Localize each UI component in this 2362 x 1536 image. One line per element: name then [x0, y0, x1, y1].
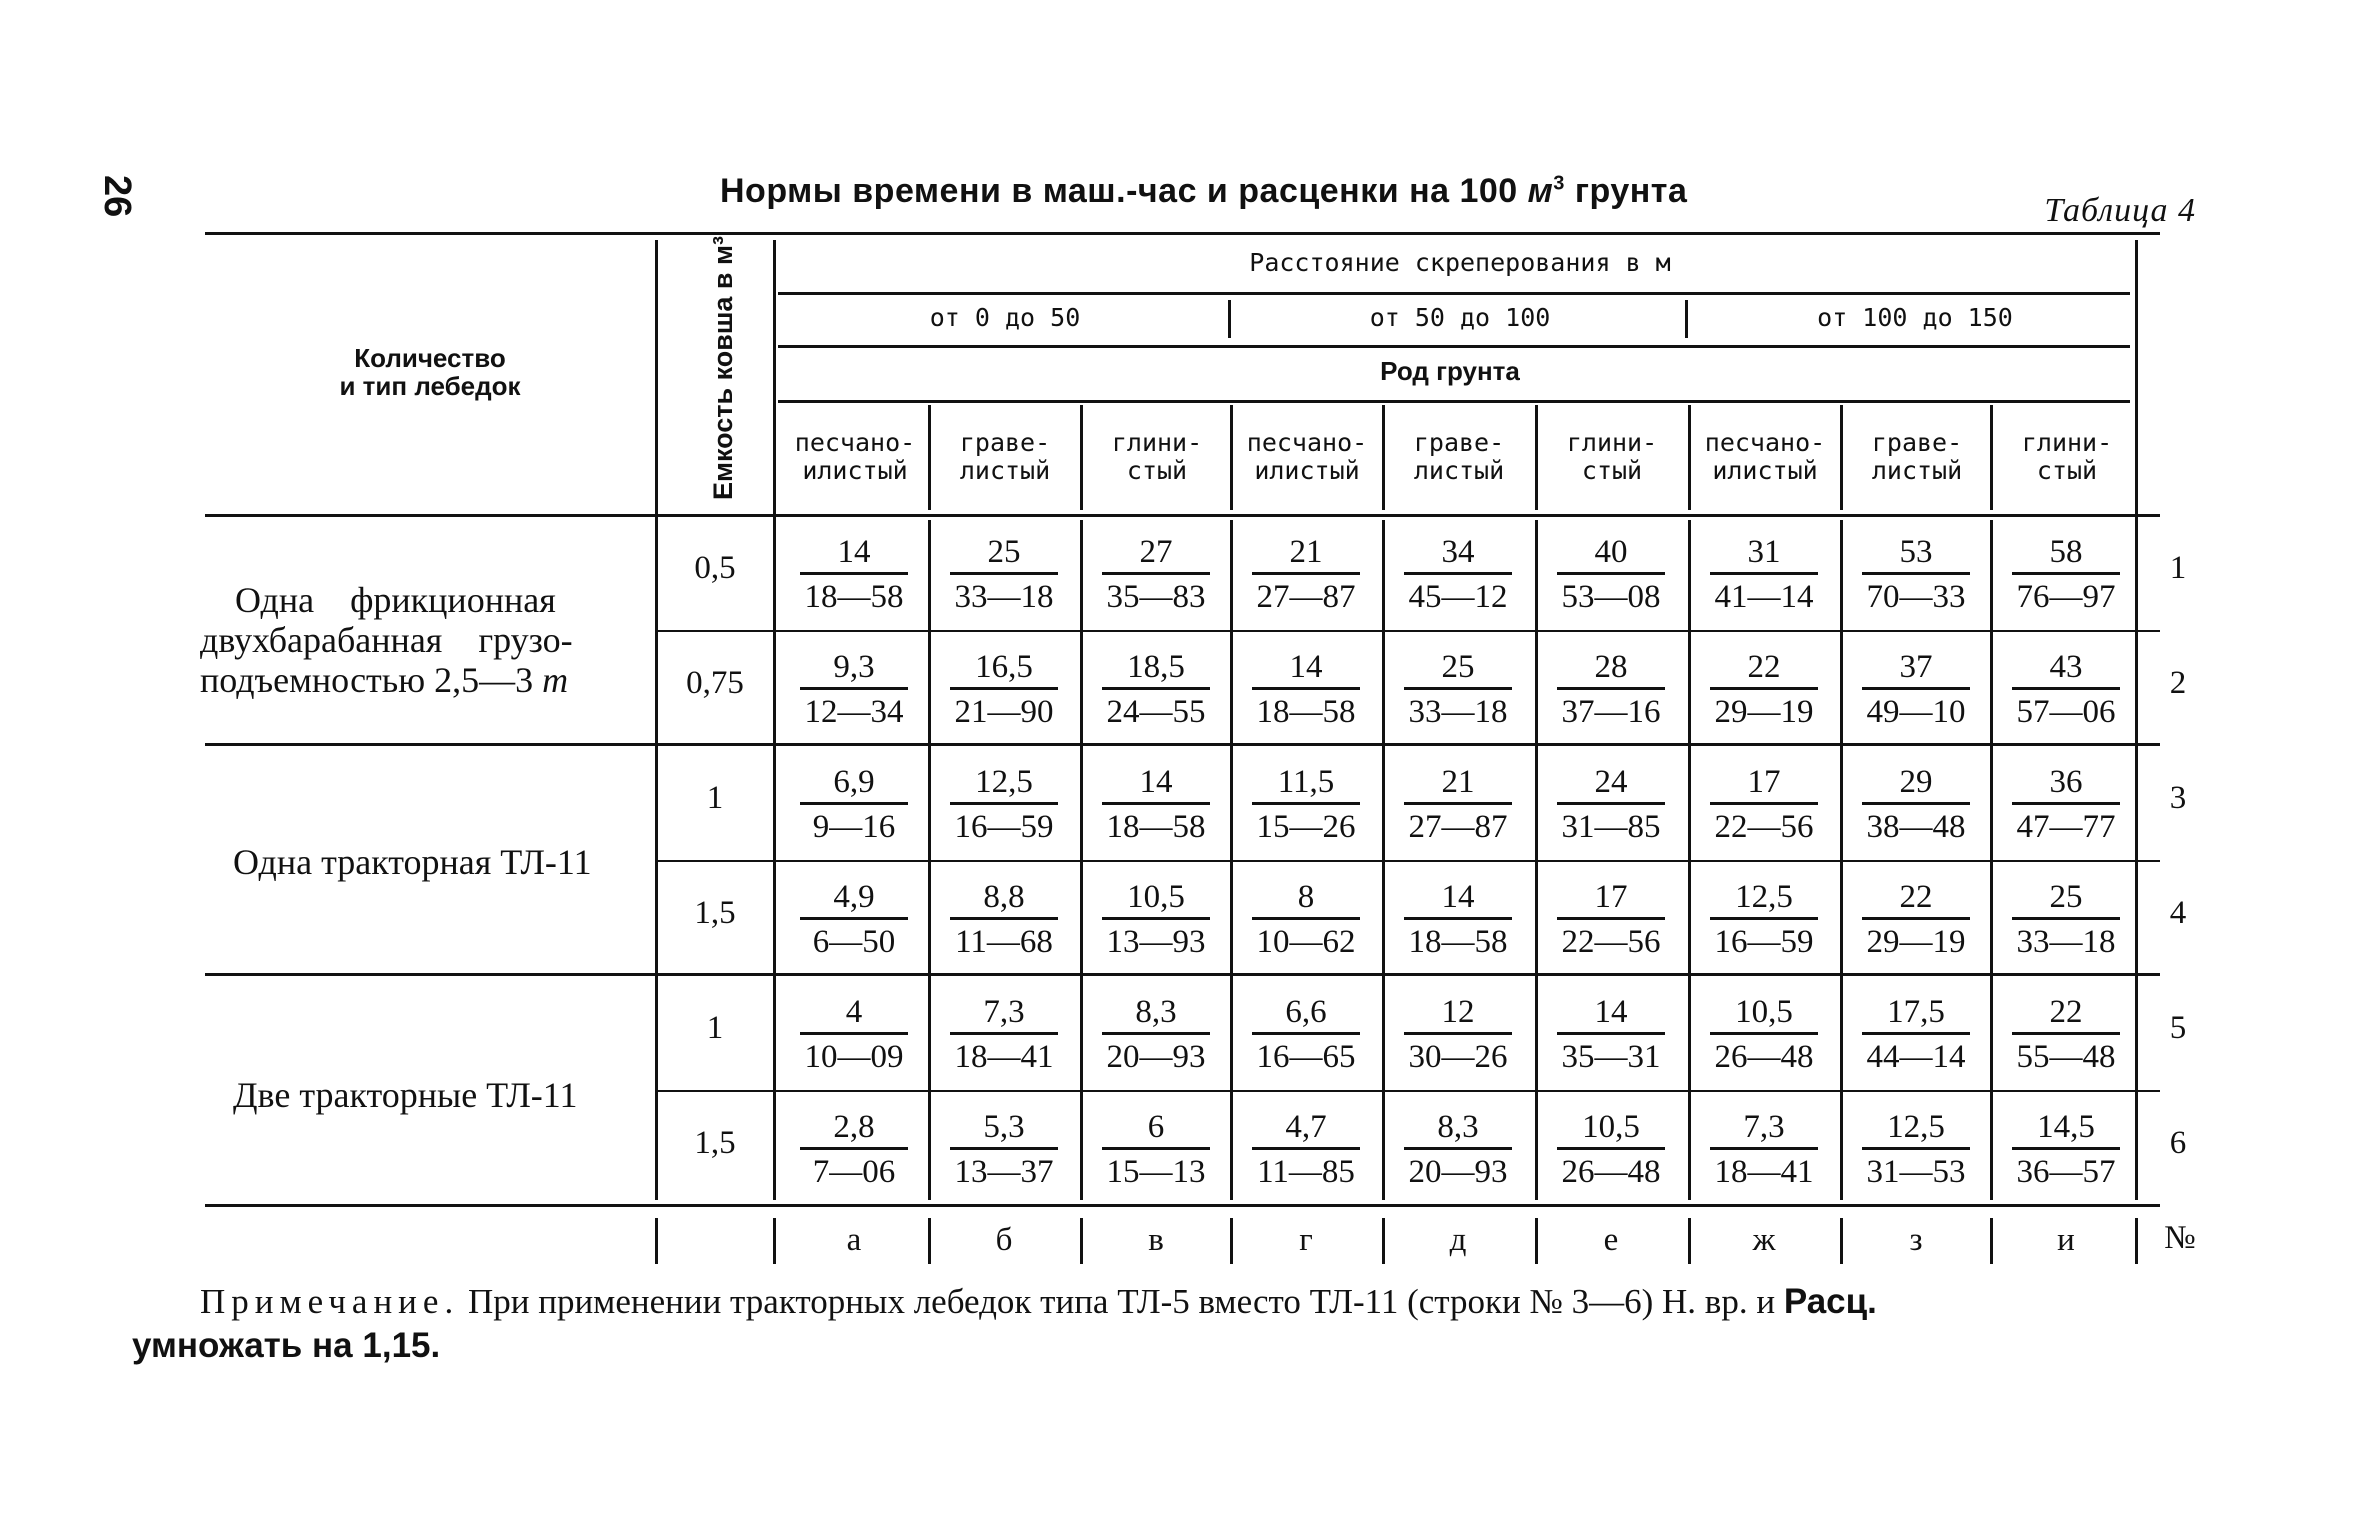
time-norm: 21: [1441, 764, 1475, 800]
data-col-sep-4: [1382, 520, 1385, 1200]
norm-cell: [1688, 877, 1840, 962]
row-number-3: 3: [2169, 780, 2187, 816]
soil-type-3-line-1: глини-: [1111, 428, 1203, 457]
rate-value: 18—41: [1710, 1147, 1818, 1192]
range-header-2: от 50 до 100: [1369, 303, 1551, 332]
time-norm: 12,5: [975, 764, 1033, 800]
rate-value: 44—14: [1862, 1032, 1970, 1077]
time-norm: 10,5: [1127, 879, 1185, 915]
norm-cell: [928, 1107, 1080, 1192]
rate-value: 76—97: [2012, 572, 2120, 617]
soil-rule: [778, 400, 2130, 403]
data-col-sep-8: [1990, 520, 1993, 1200]
soil-type-6-line-1: глини-: [1566, 428, 1658, 457]
soil-kind-header: Род грунта: [1380, 356, 1520, 386]
table-label: Таблица 4: [2044, 192, 2196, 229]
time-norm: 22: [1899, 879, 1933, 915]
rate-value: 33—18: [2012, 917, 2120, 962]
title-unit: м: [1527, 172, 1554, 210]
norm-cell: [1080, 1107, 1232, 1192]
time-norm: 10,5: [1582, 1109, 1640, 1145]
time-norm: 8,8: [983, 879, 1025, 915]
data-col-sep-1: [928, 520, 931, 1200]
time-norm: 8,3: [1135, 994, 1177, 1030]
norm-cell: [778, 762, 930, 847]
rate-value: 18—58: [800, 572, 908, 617]
rate-value: 41—14: [1710, 572, 1818, 617]
rate-value: 55—48: [2012, 1032, 2120, 1077]
norm-cell: [1840, 877, 1992, 962]
header-bottom-rule: [205, 514, 2160, 517]
distance-rule: [778, 292, 2130, 295]
capacity-row-5: 1: [706, 1010, 724, 1046]
capacity-col-header: Емкость ковша в м³: [708, 236, 738, 500]
table-note: [132, 1280, 2190, 1368]
time-norm: 14: [1289, 649, 1323, 685]
rate-value: 13—37: [950, 1147, 1058, 1192]
time-norm: 11,5: [1277, 764, 1335, 800]
rate-value: 26—48: [1557, 1147, 1665, 1192]
time-norm: 24: [1594, 764, 1628, 800]
time-norm: 6,9: [833, 764, 875, 800]
row-number-2: 2: [2169, 665, 2187, 701]
data-col-sep-3: [1230, 520, 1233, 1200]
norm-cell: [1230, 992, 1382, 1077]
time-norm: 22: [2049, 994, 2083, 1030]
norm-cell: [1230, 762, 1382, 847]
soil-type-5-line-1: граве-: [1413, 428, 1505, 457]
rate-value: 15—26: [1252, 802, 1360, 847]
time-norm: 58: [2049, 534, 2083, 570]
capacity-row-2: 0,75: [686, 665, 744, 701]
time-norm: 14: [1139, 764, 1173, 800]
time-norm: 31: [1747, 534, 1781, 570]
time-norm: 2,8: [833, 1109, 875, 1145]
norm-cell: [928, 992, 1080, 1077]
row-rule-3: [655, 860, 2160, 862]
time-norm: 29: [1899, 764, 1933, 800]
rate-value: 13—93: [1102, 917, 1210, 962]
rate-value: 12—34: [800, 687, 908, 732]
rate-value: 11—68: [950, 917, 1058, 962]
rate-value: 22—56: [1710, 802, 1818, 847]
range-rule: [778, 345, 2130, 348]
rate-value: 10—62: [1252, 917, 1360, 962]
rate-value: 18—58: [1252, 687, 1360, 732]
rate-value: 27—87: [1404, 802, 1512, 847]
soil-type-2-line-2: листый: [959, 456, 1051, 485]
title-sup: 3: [1553, 172, 1565, 195]
rate-value: 47—77: [2012, 802, 2120, 847]
time-norm: 25: [1441, 649, 1475, 685]
data-col-sep-5: [1535, 520, 1538, 1200]
time-norm: 6: [1147, 1109, 1165, 1145]
time-norm: 14: [1594, 994, 1628, 1030]
distance-header: Расстояние скреперования в м: [1249, 248, 1671, 277]
note-text: При применении тракторных лебедок типа ТЛ-5 вместо ТЛ-11 (строки № 3—6) Н. вр. и: [459, 1282, 1784, 1321]
group-label-1-line-1: Одна фрикционная: [235, 580, 556, 620]
time-norm: 6,6: [1285, 994, 1327, 1030]
rate-value: 11—85: [1252, 1147, 1360, 1192]
note-bold-1: Расц.: [1783, 1282, 1877, 1321]
capacity-row-6: 1,5: [694, 1125, 736, 1161]
group-label-2-line-1: Одна тракторная ТЛ-11: [233, 842, 592, 882]
rate-value: 20—93: [1404, 1147, 1512, 1192]
rate-value: 7—06: [800, 1147, 908, 1192]
group-rule-2: [205, 973, 2160, 976]
range-sep-2: [1685, 300, 1688, 338]
range-header-1: от 0 до 50: [929, 303, 1081, 332]
table-bottom-rule: [205, 1204, 2160, 1207]
norm-cell: [1840, 532, 1992, 617]
rate-value: 6—50: [800, 917, 908, 962]
note-prefix: Примечание.: [200, 1282, 460, 1321]
soil-type-4-line-2: илистый: [1254, 456, 1360, 485]
time-norm: 8: [1297, 879, 1315, 915]
rate-value: 33—18: [1404, 687, 1512, 732]
column-letter-5: д: [1449, 1222, 1467, 1258]
rate-value: 70—33: [1862, 572, 1970, 617]
title-tail: грунта: [1564, 172, 1688, 210]
soil-type-7-line-2: илистый: [1712, 456, 1818, 485]
row-number-1: 1: [2169, 550, 2187, 586]
time-norm: 40: [1594, 534, 1628, 570]
norm-cell: [1382, 532, 1534, 617]
norm-cell: [778, 1107, 930, 1192]
time-norm: 28: [1594, 649, 1628, 685]
column-letter-3: в: [1148, 1222, 1164, 1258]
rate-value: 53—08: [1557, 572, 1665, 617]
time-norm: 4: [845, 994, 863, 1030]
column-letter-4: г: [1299, 1222, 1313, 1258]
rate-value: 26—48: [1710, 1032, 1818, 1077]
note-line-2: умножать на: [132, 1326, 363, 1365]
norm-cell: [1382, 647, 1534, 732]
soil-type-6-line-2: стый: [1581, 456, 1643, 485]
norm-cell: [1688, 532, 1840, 617]
soil-type-4-line-1: песчано-: [1246, 428, 1368, 457]
time-norm: 27: [1139, 534, 1173, 570]
time-norm: 17,5: [1887, 994, 1945, 1030]
time-norm: 12,5: [1735, 879, 1793, 915]
norm-cell: [1230, 647, 1382, 732]
rate-value: 35—31: [1557, 1032, 1665, 1077]
note-bold-2: 1,15.: [362, 1326, 441, 1365]
norm-cell: [1688, 1107, 1840, 1192]
norm-cell: [1990, 992, 2142, 1077]
time-norm: 14,5: [2037, 1109, 2095, 1145]
norm-cell: [778, 647, 930, 732]
time-norm: 4,9: [833, 879, 875, 915]
column-letter-1: а: [846, 1222, 862, 1258]
norm-cell: [928, 762, 1080, 847]
rate-value: 22—56: [1557, 917, 1665, 962]
soil-type-8-line-1: граве-: [1871, 428, 1963, 457]
norm-cell: [1080, 762, 1232, 847]
column-letter-9: и: [2057, 1222, 2075, 1258]
norm-cell: [1382, 762, 1534, 847]
time-norm: 12,5: [1887, 1109, 1945, 1145]
time-norm: 22: [1747, 649, 1781, 685]
norm-cell: [928, 532, 1080, 617]
data-col-sep-6: [1688, 520, 1691, 1200]
time-norm: 36: [2049, 764, 2083, 800]
time-norm: 7,3: [983, 994, 1025, 1030]
time-norm: 16,5: [975, 649, 1033, 685]
table-title: [720, 172, 1687, 211]
rate-value: 29—19: [1710, 687, 1818, 732]
norm-cell: [1382, 877, 1534, 962]
norm-cell: [1382, 1107, 1534, 1192]
time-norm: 53: [1899, 534, 1933, 570]
capacity-row-3: 1: [706, 780, 724, 816]
norm-cell: [778, 532, 930, 617]
rate-value: 24—55: [1102, 687, 1210, 732]
rate-value: 33—18: [950, 572, 1058, 617]
norm-cell: [1535, 1107, 1687, 1192]
rate-value: 16—59: [950, 802, 1058, 847]
row-number-4: 4: [2169, 895, 2187, 931]
time-norm: 21: [1289, 534, 1323, 570]
time-norm: 18,5: [1127, 649, 1185, 685]
rate-value: 16—65: [1252, 1032, 1360, 1077]
winch-col-header-1: Количество: [354, 343, 506, 373]
column-letter-8: з: [1909, 1222, 1923, 1258]
norm-cell: [778, 877, 930, 962]
soil-type-1-line-1: песчано-: [794, 428, 916, 457]
time-norm: 10,5: [1735, 994, 1793, 1030]
data-col-sep-2: [1080, 520, 1083, 1200]
row-rule-5: [655, 1090, 2160, 1092]
rate-value: 20—93: [1102, 1032, 1210, 1077]
time-norm: 43: [2049, 649, 2083, 685]
title-main: Нормы времени в маш.-час и расценки на 100: [720, 172, 1528, 210]
soil-type-7-line-1: песчано-: [1704, 428, 1826, 457]
time-norm: 25: [987, 534, 1021, 570]
rate-value: 37—16: [1557, 687, 1665, 732]
norm-cell: [1535, 532, 1687, 617]
time-norm: 37: [1899, 649, 1933, 685]
capacity-row-1: 0,5: [694, 550, 736, 586]
rate-value: 31—85: [1557, 802, 1665, 847]
row-number-6: 6: [2169, 1125, 2187, 1161]
group-label-3-line-1: Две тракторные ТЛ-11: [233, 1075, 578, 1115]
winch-col-header-2: и тип лебедок: [339, 371, 521, 401]
norm-cell: [1535, 877, 1687, 962]
norm-cell: [1230, 532, 1382, 617]
time-norm: 9,3: [833, 649, 875, 685]
rate-value: 15—13: [1102, 1147, 1210, 1192]
vline-capacity-right: [773, 240, 776, 1200]
norm-cell: [1080, 992, 1232, 1077]
group-label-1-line-3: подъемностью 2,5—3 т: [200, 660, 569, 700]
norm-cell: [1840, 1107, 1992, 1192]
range-sep-1: [1228, 300, 1231, 338]
norm-cell: [1230, 1107, 1382, 1192]
group-label-1-line-2: двухбарабанная грузо-: [200, 620, 573, 660]
norm-cell: [1382, 992, 1534, 1077]
capacity-row-4: 1,5: [694, 895, 736, 931]
data-col-sep-7: [1840, 520, 1843, 1200]
rate-value: 57—06: [2012, 687, 2120, 732]
rate-value: 30—26: [1404, 1032, 1512, 1077]
rate-value: 18—41: [950, 1032, 1058, 1077]
norm-cell: [928, 877, 1080, 962]
row-rule-1: [655, 630, 2160, 632]
time-norm: 14: [837, 534, 871, 570]
norm-cell: [1688, 992, 1840, 1077]
time-norm: 12: [1441, 994, 1475, 1030]
soil-type-3-line-2: стый: [1126, 456, 1188, 485]
norm-cell: [1080, 877, 1232, 962]
norm-cell: [1688, 647, 1840, 732]
time-norm: 8,3: [1437, 1109, 1479, 1145]
tonne-unit: т: [542, 660, 569, 700]
column-letter-2: б: [995, 1222, 1013, 1258]
group-rule-1: [205, 743, 2160, 746]
norm-cell: [1990, 877, 2142, 962]
row-number-5: 5: [2169, 1010, 2187, 1046]
soil-type-2-line-1: граве-: [959, 428, 1051, 457]
column-letter-6: е: [1603, 1222, 1619, 1258]
rate-value: 27—87: [1252, 572, 1360, 617]
rate-value: 18—58: [1102, 802, 1210, 847]
norm-cell: [1840, 647, 1992, 732]
range-header-3: от 100 до 150: [1817, 303, 2013, 332]
norm-cell: [1080, 647, 1232, 732]
time-norm: 34: [1441, 534, 1475, 570]
rate-value: 18—58: [1404, 917, 1512, 962]
soil-type-9-line-2: стый: [2036, 456, 2098, 485]
norm-cell: [1535, 762, 1687, 847]
norm-cell: [1990, 762, 2142, 847]
norm-cell: [1080, 532, 1232, 617]
norm-cell: [778, 992, 930, 1077]
norm-cell: [1840, 992, 1992, 1077]
column-letter-7: ж: [1752, 1222, 1776, 1258]
norm-cell: [1535, 647, 1687, 732]
rate-value: 49—10: [1862, 687, 1970, 732]
soil-type-5-line-2: листый: [1413, 456, 1505, 485]
rate-value: 45—12: [1404, 572, 1512, 617]
norm-cell: [1990, 647, 2142, 732]
vline-capacity-left: [655, 240, 658, 1200]
norm-cell: [1990, 532, 2142, 617]
rate-value: 21—90: [950, 687, 1058, 732]
rate-value: 31—53: [1862, 1147, 1970, 1192]
norm-cell: [1230, 877, 1382, 962]
rate-value: 38—48: [1862, 802, 1970, 847]
rate-value: 29—19: [1862, 917, 1970, 962]
soil-type-8-line-2: листый: [1871, 456, 1963, 485]
time-norm: 5,3: [983, 1109, 1025, 1145]
soil-type-1-line-2: илистый: [802, 456, 908, 485]
rate-value: 35—83: [1102, 572, 1210, 617]
rate-value: 10—09: [800, 1032, 908, 1077]
time-norm: 7,3: [1743, 1109, 1785, 1145]
time-norm: 4,7: [1285, 1109, 1327, 1145]
top-rule: [205, 232, 2160, 235]
rate-value: 9—16: [800, 802, 908, 847]
time-norm: 17: [1594, 879, 1628, 915]
norm-cell: [928, 647, 1080, 732]
letter-sep-0: [655, 1218, 658, 1264]
time-norm: 14: [1441, 879, 1475, 915]
rate-value: 16—59: [1710, 917, 1818, 962]
norm-cell: [1535, 992, 1687, 1077]
page-number: 26: [96, 175, 138, 218]
norm-cell: [1688, 762, 1840, 847]
number-sign: №: [2164, 1220, 2196, 1256]
rate-value: 36—57: [2012, 1147, 2120, 1192]
time-norm: 25: [2049, 879, 2083, 915]
norm-cell: [1990, 1107, 2142, 1192]
letter-sep-1: [773, 1218, 776, 1264]
soil-type-9-line-1: глини-: [2021, 428, 2113, 457]
time-norm: 17: [1747, 764, 1781, 800]
norm-cell: [1840, 762, 1992, 847]
